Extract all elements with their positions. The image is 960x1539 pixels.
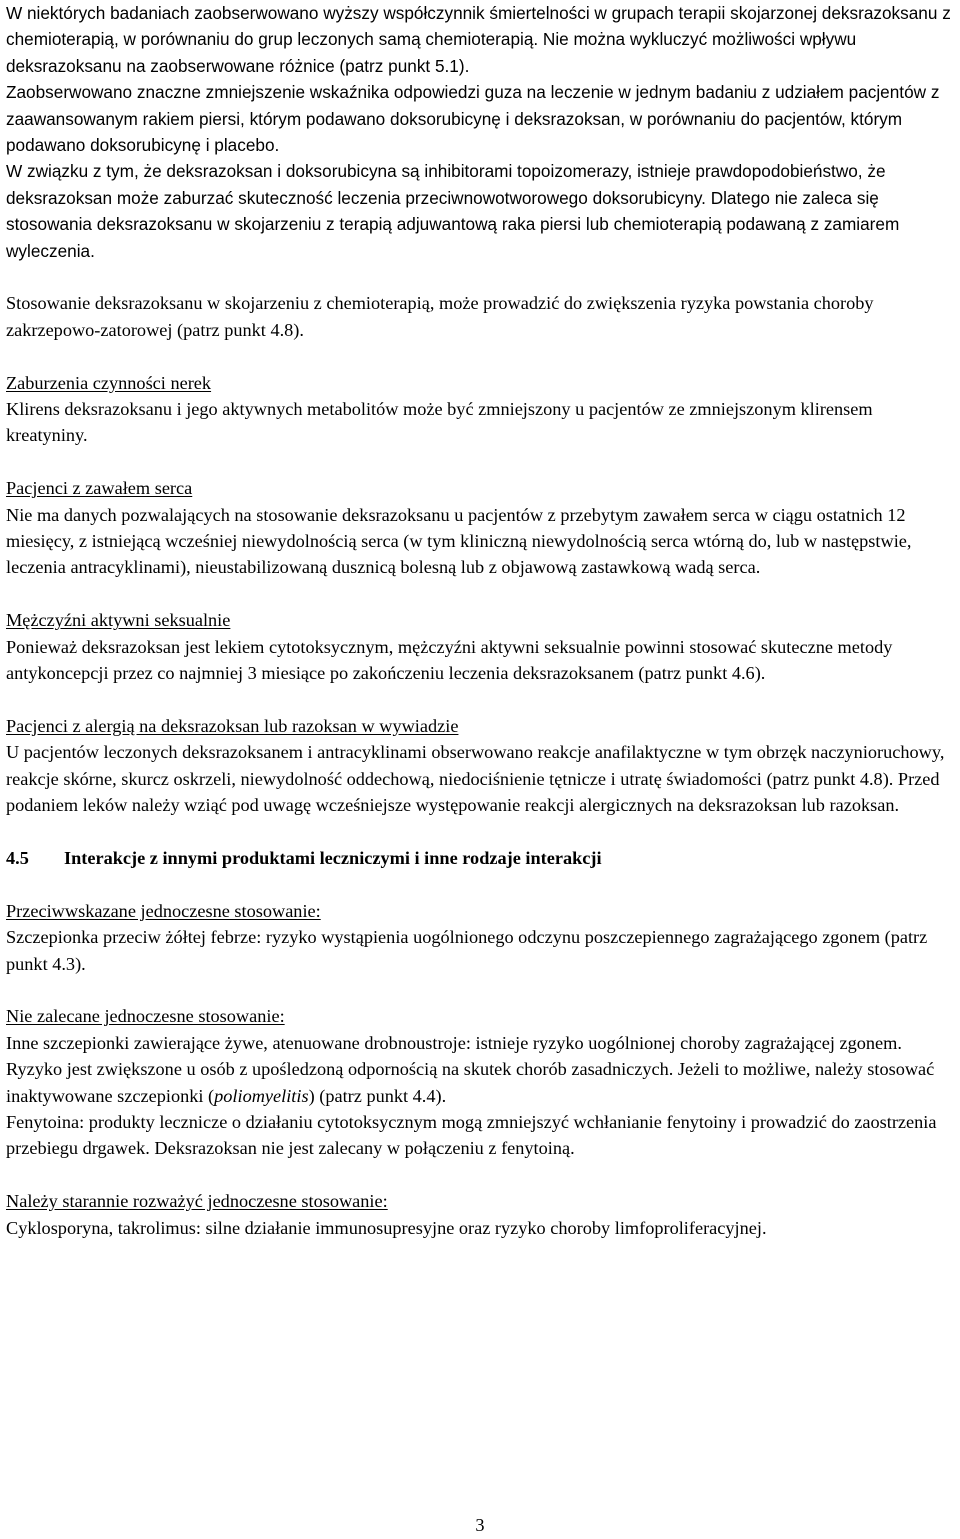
- poliomyelitis-term: poliomyelitis: [214, 1085, 309, 1106]
- renal-subheading: Zaburzenia czynności nerek: [6, 372, 212, 393]
- infarct-subheading: Pacjenci z zawałem serca: [6, 478, 193, 499]
- caution-subheading: Należy starannie rozważyć jednoczesne stosowanie:: [6, 1191, 388, 1212]
- document-page: [6, 0, 956, 1241]
- men-text: Ponieważ deksrazoksan jest lekiem cytotoksycznym, mężczyźni aktywni seksualnie powinni stosować skuteczne metody antykoncepcji przez co najmniej 3 miesiące po zakończeniu leczenia deksrazoksanem (patrz punkt 4.6).: [6, 636, 893, 684]
- intro-paragraph-2: Zaobserwowano znaczne zmniejszenie wskaźnika odpowiedzi guza na leczenie w jednym badaniu z udziałem pacjentów z zaawansowanym rakiem piersi, którym podawano doksorubicynę i deksrazoksan, w porównaniu do pacjentów, którym podawano doksorubicynę i placebo.: [6, 82, 940, 156]
- section-heading: [6, 845, 956, 871]
- contraindicated-subheading: Przeciwwskazane jednoczesne stosowanie:: [6, 900, 321, 921]
- intro-paragraph-1: W niektórych badaniach zaobserwowano wyższy współczynnik śmiertelności w grupach terapii skojarzonej deksrazoksanu z chemioterapią, w porównaniu do grup leczonych samą chemioterapią. Nie można wykluczyć możliwości wpływu deksrazoksanu na zaobserwowane różnice (patrz punkt 5.1).: [6, 3, 951, 76]
- allergy-text: U pacjentów leczonych deksrazoksanem i antracyklinami obserwowano reakcje anafilaktyczne w tym obrzęk naczynioruchowy, reakcje skórne, skurcz oskrzeli, niewydolność oddechową, niedociśnienie tętnicze i utratę świadomości (patrz punkt 4.8). Przed podaniem leków należy wziąć pod uwagę wcześniejsze występowanie reakcji alergicznych na deksrazoksan lub razoksan.: [6, 742, 945, 816]
- contraindicated-text: Szczepionka przeciw żółtej febrze: ryzyko wystąpienia uogólnionego odczynu poszczepiennego zagrażającego zgonem (patrz punkt 4.3).: [6, 927, 928, 974]
- not-recommended-subheading: Nie zalecane jednoczesne stosowanie:: [6, 1006, 285, 1027]
- live-vaccines-text: Inne szczepionki zawierające żywe, atenuowane drobnoustroje: istnieje ryzyko uogólnionej choroby zagrażającej zgonem. Ryzyko jest zwiększone u osób z upośledzoną odpornością na skutek chorób zasadniczych. Jeżeli to możliwe, należy stosować inaktywowane szczepionki (poliomyelitis) (patrz punkt 4.4).: [6, 1032, 935, 1106]
- renal-text: Klirens deksrazoksanu i jego aktywnych metabolitów może być zmniejszony u pacjentów ze zmniejszonym klirensem kreatyniny.: [6, 399, 873, 446]
- page-number: 3: [475, 1515, 485, 1535]
- intro-paragraph-3: W związku z tym, że deksrazoksan i doksorubicyna są inhibitorami topoizomerazy, istnieje prawdopodobieństwo, że deksrazoksan może zaburzać skuteczność leczenia przeciwnowotworowego doksorubicyny. Dlatego nie zaleca się stosowania deksrazoksanu w skojarzeniu z terapią adjuwantową raka piersi lub chemioterapią podawaną z zamiarem wyleczenia.: [6, 161, 900, 261]
- thromboembolism-paragraph: Stosowanie deksrazoksanu w skojarzeniu z chemioterapią, może prowadzić do zwiększenia ryzyka powstania choroby zakrzepowo-zatorowej (patrz punkt 4.8).: [6, 293, 874, 340]
- men-subheading: Mężczyźni aktywni seksualnie: [6, 610, 231, 631]
- section-title: Interakcje z innymi produktami leczniczymi i inne rodzaje interakcji: [64, 847, 602, 868]
- allergy-subheading: Pacjenci z alergią na deksrazoksan lub razoksan w wywiadzie: [6, 715, 459, 736]
- infarct-text: Nie ma danych pozwalających na stosowanie deksrazoksanu u pacjentów z przebytym zawałem serca w ciągu ostatnich 12 miesięcy, z istniejącą wcześniej niewydolnością serca (w tym kliniczną niewydolnością serca wtórną do, lub w następstwie, leczenia antracyklinami), nieustabilizowaną dusznicą bolesną lub z objawową zastawkową wadą serca.: [6, 504, 912, 578]
- section-number: 4.5: [6, 847, 29, 868]
- caution-text: Cyklosporyna, takrolimus: silne działanie immunosupresyjne oraz ryzyko choroby limfoproliferacyjnej.: [6, 1217, 767, 1238]
- phenytoin-text: Fenytoina: produkty lecznicze o działaniu cytotoksycznym mogą zmniejszyć wchłanianie fenytoiny i prowadzić do zaostrzenia przebiegu drgawek. Deksrazoksan nie jest zalecany w połączeniu z fenytoiną.: [6, 1111, 937, 1159]
